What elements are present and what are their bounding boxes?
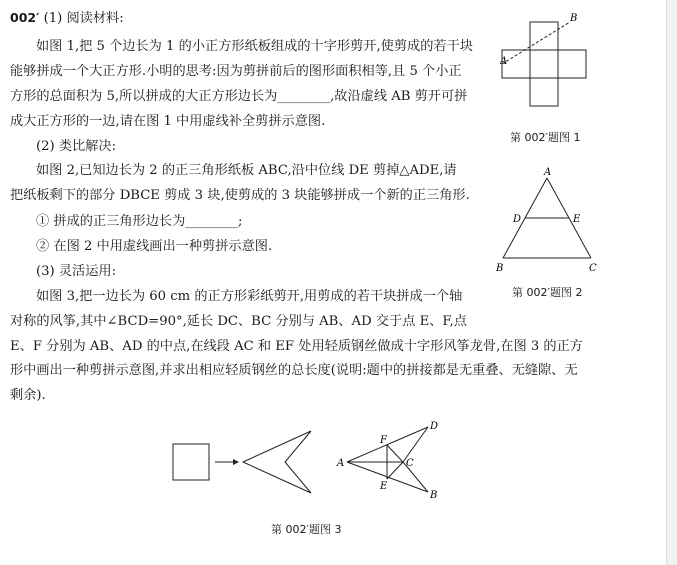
text-line: ① 拼成的正三角形边长为________; — [36, 214, 243, 229]
dashed-line-ab — [502, 22, 570, 64]
label-a: A — [500, 56, 508, 67]
part2-heading: (2) 类比解决: — [36, 139, 117, 154]
label-c: C — [589, 263, 597, 274]
text-line: 把纸板剩下的部分 DBCE 剪成 3 块,使剪成的 3 块能够拼成一个新的正三角形. — [10, 188, 470, 203]
problem-number: 002′ — [10, 10, 40, 25]
text-line: 如图 2,已知边长为 2 的正三角形纸板 ABC,沿中位线 DE 剪掉△ADE,请 — [36, 163, 457, 178]
kite-outline — [243, 431, 311, 493]
figure-1-caption: 第 002′题图 1 — [510, 131, 581, 144]
figure-3-kite — [165, 418, 455, 508]
label-a: A — [337, 458, 345, 469]
label-e: E — [380, 481, 388, 492]
text-line: E、F 分别为 AB、AD 的中点,在线段 AC 和 EF 处用轻质钢丝做成十字形风筝龙骨,在图 3 的正方 — [10, 339, 583, 354]
label-c: C — [406, 458, 414, 469]
labeled-kite — [347, 427, 428, 492]
square-paper — [173, 444, 209, 480]
text-line: 形中画出一种剪拼示意图,并求出相应轻质钢丝的总长度(说明:题中的拼接都是无重叠、无缝隙、无 — [10, 363, 578, 378]
problem-header — [10, 8, 124, 29]
text-line: 成大正方形的一边,请在图 1 中用虚线补全剪拼示意图. — [10, 114, 326, 129]
label-f: F — [380, 435, 387, 446]
text-line: 如图 3,把一边长为 60 cm 的正方形彩纸剪开,用剪成的若干块拼成一个轴 — [36, 289, 463, 304]
part3-heading: (3) 灵活运用: — [36, 264, 117, 279]
text-line: 能够拼成一个大正方形.小明的思考:因为剪拼前后的图形面积相等,且 5 个小正 — [10, 64, 462, 79]
text-line: 剩余). — [10, 388, 46, 403]
text-line: 对称的风筝,其中∠BCD=90°,延长 DC、BC 分别与 AB、AD 交于点 E、F,点 — [10, 314, 467, 329]
figure-3-caption: 第 002′题图 3 — [271, 523, 342, 536]
figure-1-cross — [500, 12, 590, 124]
label-b: B — [430, 490, 438, 501]
label-d: D — [430, 421, 439, 432]
part1-heading: (1) 阅读材料: — [43, 11, 124, 26]
label-b: B — [570, 13, 578, 24]
arrow-head — [233, 459, 239, 465]
label-e: E — [573, 214, 581, 225]
text-line: ② 在图 2 中用虚线画出一种剪拼示意图. — [36, 239, 273, 254]
label-b: B — [496, 263, 504, 274]
label-a: A — [544, 167, 552, 178]
figure-2-triangle — [493, 162, 603, 280]
figure-2-caption: 第 002′题图 2 — [512, 286, 583, 299]
label-d: D — [513, 214, 522, 225]
text-line: 如图 1,把 5 个边长为 1 的小正方形纸板组成的十字形剪开,使剪成的若干块 — [36, 39, 473, 54]
scrollbar[interactable] — [666, 0, 677, 565]
text-line: 方形的总面积为 5,所以拼成的大正方形边长为________,故沿虚线 AB 剪开可拼 — [10, 89, 468, 104]
